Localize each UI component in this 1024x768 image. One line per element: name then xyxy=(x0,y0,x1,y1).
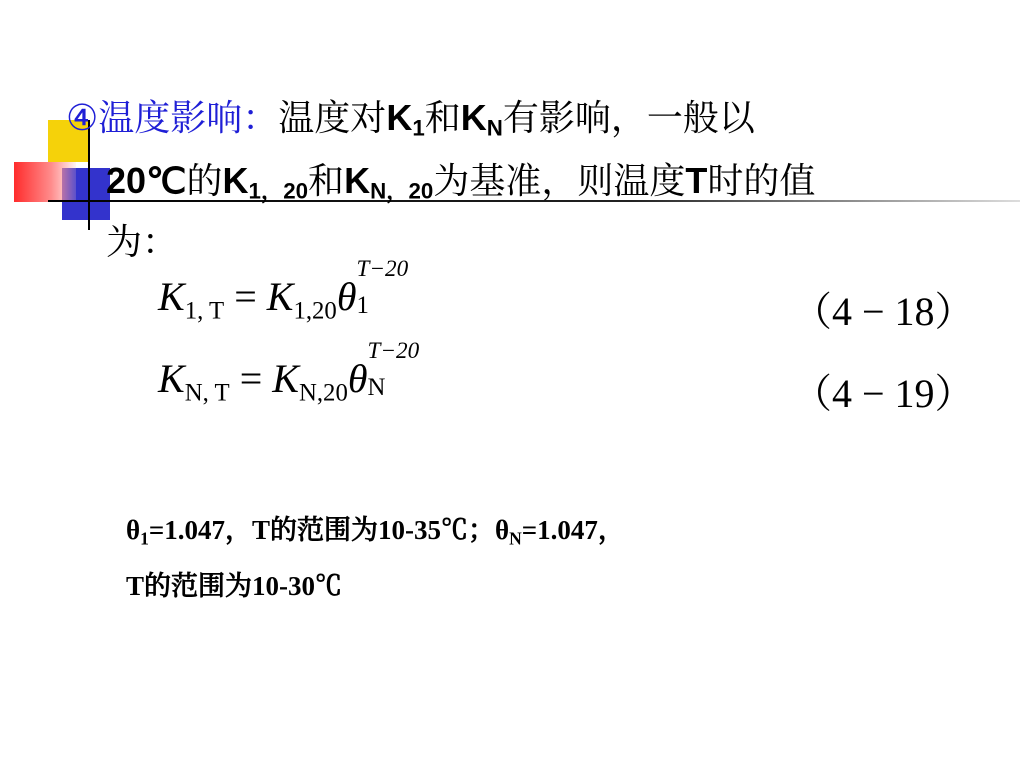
formula-4-18 xyxy=(158,256,421,326)
formula-2-rhs-sub: N,20 xyxy=(298,379,348,407)
formula-1-lhs-symbol: K xyxy=(158,274,185,319)
formula-2-theta-sup: T−20 xyxy=(367,338,420,364)
symbol-k-n-20: K xyxy=(344,159,371,201)
note-theta-n-sub: N xyxy=(509,528,522,549)
heading-text-b: 有影响，一般以 xyxy=(502,98,755,139)
symbol-k-1-sub: 1 xyxy=(412,115,425,141)
note-part-b: =1.047， xyxy=(521,515,625,545)
note-theta-n: θ xyxy=(495,515,510,545)
heading-of: 的 xyxy=(186,160,223,202)
symbol-k-n-sub: N xyxy=(486,115,503,141)
formula-2-theta-scripts xyxy=(367,338,432,401)
heading-and-1: 和 xyxy=(424,98,461,139)
heading-line-1 xyxy=(66,92,1018,155)
formula-1-rhs-sub: 1,20 xyxy=(293,297,337,325)
symbol-k-1-20: K xyxy=(222,159,249,201)
heading-text-e: 为： xyxy=(106,222,179,264)
slide-heading xyxy=(66,92,1018,269)
heading-text-a: 温度对 xyxy=(278,98,387,139)
formula-2-rhs-symbol: K xyxy=(272,356,299,401)
heading-line-3 xyxy=(66,217,1018,269)
formula-2-theta-sub: N xyxy=(367,374,386,401)
note-part-a: =1.047，T的范围为10-35℃； xyxy=(148,515,495,545)
symbol-t: T xyxy=(685,159,708,201)
note-line-1 xyxy=(126,506,1006,562)
heading-text-c: 为基准，则温度 xyxy=(433,160,686,202)
formula-2-theta: θ xyxy=(347,356,368,401)
symbol-k-1-20-sub: 1，20 xyxy=(248,178,309,204)
formula-2-lhs-symbol: K xyxy=(158,356,185,401)
heading-text-d: 时的值 xyxy=(707,160,816,202)
formula-1-equals: = xyxy=(234,274,257,319)
formula-1-theta: θ xyxy=(336,274,357,319)
symbol-k-n-20-sub: N，20 xyxy=(370,178,434,204)
heading-topic: 温度影响： xyxy=(98,98,279,139)
formula-1-theta-sup: T−20 xyxy=(356,256,409,282)
symbol-k-1: K xyxy=(386,97,413,138)
equation-number-4-19: （4 − 19） xyxy=(792,371,975,416)
equation-number-4-18: （4 − 18） xyxy=(792,289,975,334)
formula-1-theta-sub: 1 xyxy=(356,292,369,319)
formula-1-lhs-sub: 1, T xyxy=(184,297,225,325)
heading-and-2: 和 xyxy=(308,160,345,202)
parameter-note xyxy=(126,506,1006,610)
formula-1-rhs-symbol: K xyxy=(266,274,294,319)
symbol-k-n: K xyxy=(460,97,487,138)
formula-2-lhs-sub: N, T xyxy=(184,379,230,407)
heading-line-2 xyxy=(66,155,1018,218)
circled-number: ④ xyxy=(66,98,99,139)
formula-1-theta-scripts xyxy=(356,256,421,319)
note-line-2: T的范围为10-30℃ xyxy=(126,571,342,602)
note-theta-1: θ xyxy=(126,515,141,545)
temp-20c: 20℃ xyxy=(106,159,187,201)
formula-2-equals: = xyxy=(239,356,263,401)
formula-4-19 xyxy=(158,338,432,408)
note-theta-1-sub: 1 xyxy=(140,528,149,549)
